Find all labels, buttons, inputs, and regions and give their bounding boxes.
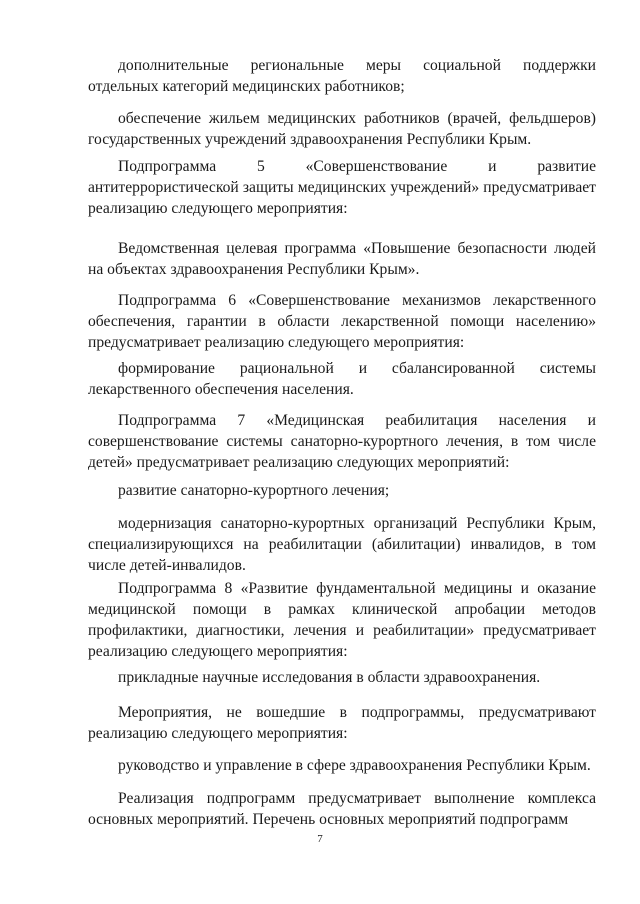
paragraph-subprogram-5: Подпрограмма 5 «Совершенствование и развитие антитеррористической защиты медицинских учреждений» предусматривает реализацию следующего мероприятия: [88,158,596,217]
paragraph-regional-support: дополнительные региональные меры социальной поддержки отдельных категорий медицинских работников; [88,57,596,95]
paragraph-other-activities: Мероприятия, не вошедшие в подпрограммы, предусматривают реализацию следующего мероприятия: [88,704,596,742]
paragraph-applied-research: прикладные научные исследования в области здравоохранения. [118,669,541,686]
paragraph-housing: обеспечение жильем медицинских работников (врачей, фельдшеров) государственных учреждений здравоохранения Республики Крым. [88,110,596,148]
paragraph-sanatorium-development: развитие санаторно-курортного лечения; [118,482,390,499]
paragraph-departmental-program: Ведомственная целевая программа «Повышение безопасности людей на объектах здравоохранения Республики Крым». [88,240,596,278]
paragraph-implementation: Реализация подпрограмм предусматривает выполнение комплекса основных мероприятий. Перечень основных мероприятий подпрограмм [88,790,596,828]
paragraph-sanatorium-modernization: модернизация санаторно-курортных организаций Республики Крым, специализирующихся на реабилитации (абилитации) инвалидов, в том числе детей-инвалидов. [88,515,596,574]
paragraph-governance: руководство и управление в сфере здравоохранения Республики Крым. [118,757,591,774]
paragraph-subprogram-8: Подпрограмма 8 «Развитие фундаментальной медицины и оказание медицинской помощи в рамках клинической апробации методов профилактики, диагностики, лечения и реабилитации» предусматривает реализацию следующего мероприятия: [88,580,596,660]
page-number: 7 [317,833,323,845]
paragraph-subprogram-6: Подпрограмма 6 «Совершенствование механизмов лекарственного обеспечения, гарантии в области лекарственной помощи населению» предусматривает реализацию следующего мероприятия: [88,292,596,351]
paragraph-drug-provision: формирование рациональной и сбалансированной системы лекарственного обеспечения населения. [88,360,596,398]
paragraph-subprogram-7: Подпрограмма 7 «Медицинская реабилитация населения и совершенствование системы санаторно-курортного лечения, в том числе детей» предусматривает реализацию следующих мероприятий: [88,412,596,471]
